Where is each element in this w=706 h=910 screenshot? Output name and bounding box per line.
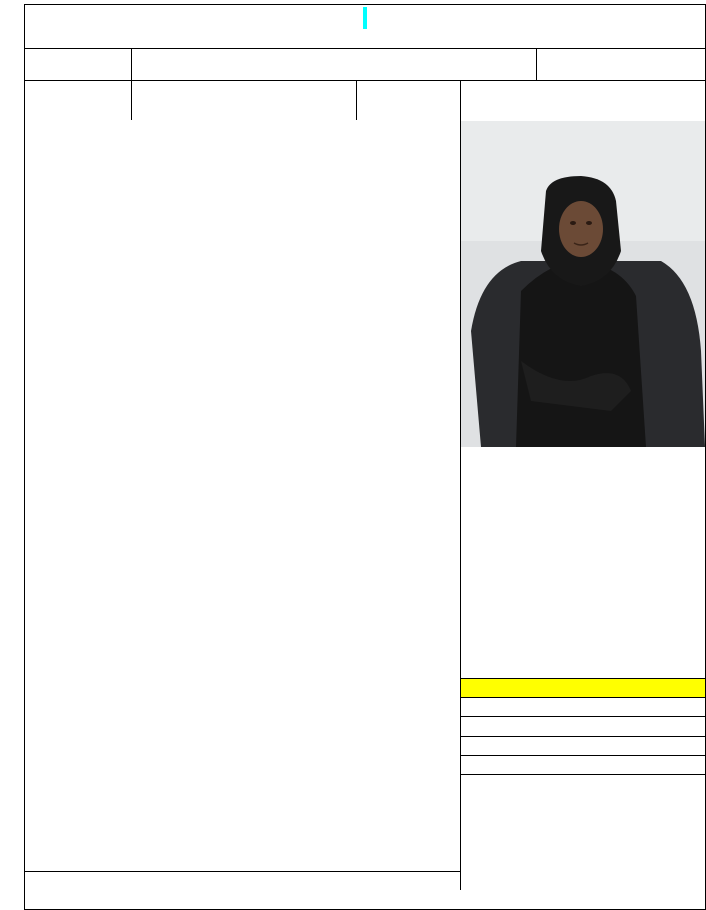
applicant-photo [461,121,705,447]
photo-size-label [461,679,705,697]
title-wrap [0,7,706,30]
page-title [363,7,367,29]
